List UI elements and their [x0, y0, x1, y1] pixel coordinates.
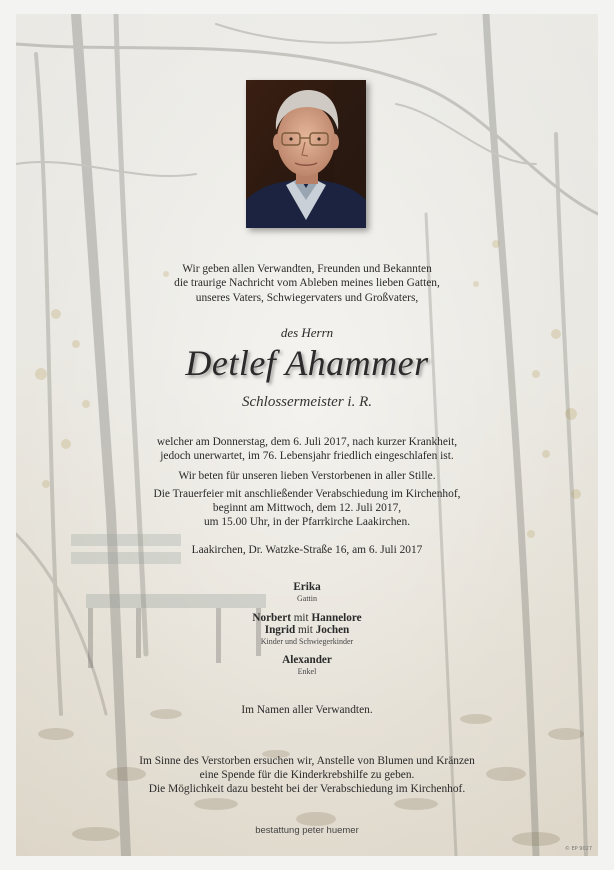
donation-line: Die Möglichkeit dazu besteht bei der Verabschiedung im Kirchenhof. [148, 783, 466, 796]
spouse-name: Erika [293, 581, 321, 593]
prayer-text: Wir beten für unseren lieben Verstorbenen in aller Stille. [178, 470, 436, 482]
place-date: Laakirchen, Dr. Watzke-Straße 16, am 6. Juli 2017 [191, 544, 423, 556]
intro-line: Wir geben allen Verwandten, Freunden und Bekannten [182, 263, 432, 275]
death-notice-line: welcher am Donnerstag, dem 6. Juli 2017, nach kurzer Krankheit, [156, 436, 458, 448]
intro-line: die traurige Nachricht vom Ableben meines lieben Gatten, [174, 277, 440, 290]
conjunction: mit [297, 624, 313, 636]
obituary-page [16, 14, 598, 856]
funeral-line: beginnt am Mittwoch, dem 12. Juli 2017, [212, 502, 402, 515]
children-pair-2 [16, 624, 598, 636]
child-in-law-name: Jochen [315, 624, 350, 636]
children-pair-1 [16, 612, 598, 624]
donation-line: eine Spende für die Kinderkrebshilfe zu geben. [199, 769, 415, 782]
deceased-name: Detlef Ahammer [185, 343, 429, 383]
child-name: Ingrid [264, 624, 296, 636]
grandchild-role: Enkel [297, 667, 317, 676]
portrait-photo [246, 80, 366, 228]
donation-request [16, 754, 598, 797]
salutation: des Herrn [280, 325, 334, 340]
funeral-info [16, 487, 598, 530]
deceased-profession: Schlossermeister i. R. [242, 394, 372, 410]
donation-line: Im Sinne des Verstorben ersuchen wir, Anstelle von Blumen und Kränzen [139, 755, 475, 767]
conjunction: mit [293, 612, 309, 624]
copyright-note: © EP 9027 [564, 846, 592, 852]
funeral-line: um 15.00 Uhr, in der Pfarrkirche Laakirchen. [203, 516, 411, 529]
spouse-role: Gattin [297, 594, 317, 603]
child-in-law-name: Hannelore [311, 612, 362, 624]
funeral-line: Die Trauerfeier mit anschließender Verabschiedung im Kirchenhof, [153, 488, 461, 500]
children-role: Kinder und Schwiegerkinder [260, 637, 354, 646]
death-notice [16, 435, 598, 463]
intro-line: unseres Vaters, Schwiegervaters und Großvaters, [195, 291, 419, 304]
undertaker-name: bestattung peter huemer [255, 825, 359, 836]
intro-text [16, 262, 598, 305]
death-notice-line: jedoch unerwartet, im 76. Lebensjahr friedlich eingeschlafen ist. [160, 450, 454, 463]
closing-text: Im Namen aller Verwandten. [241, 704, 373, 716]
child-name: Norbert [252, 612, 291, 624]
grandchild-name: Alexander [282, 654, 332, 666]
